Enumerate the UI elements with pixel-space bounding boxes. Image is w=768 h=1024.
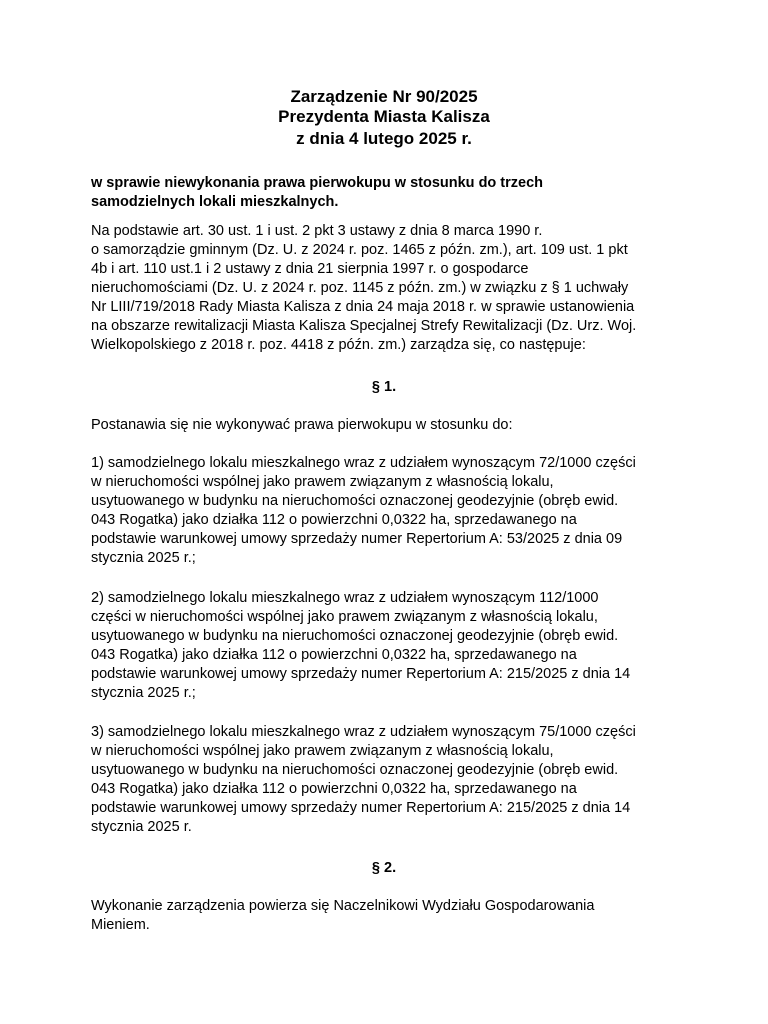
list-item-line: usytuowanego w budynku na nieruchomości oznaczonej geodezyjnie (obręb ewid. [91, 628, 619, 644]
preamble-line: na obszarze rewitalizacji Miasta Kalisza Specjalnej Strefy Rewitalizacji (Dz. Urz. Woj. [91, 318, 637, 334]
list-item-line: w nieruchomości wspólnej jako prawem związanym z własnością lokalu, [91, 474, 554, 490]
subject-line: w sprawie niewykonania prawa pierwokupu w stosunku do trzech [91, 175, 544, 191]
list-item-line: części w nieruchomości wspólnej jako prawem związanym z własnością lokalu, [91, 609, 598, 625]
list-item-line: 043 Rogatka) jako działka 112 o powierzchni 0,0322 ha, sprzedawanego na [91, 512, 577, 528]
list-item-line: w nieruchomości wspólnej jako prawem związanym z własnością lokalu, [91, 743, 554, 759]
document-title-date: z dnia 4 lutego 2025 r. [296, 129, 472, 148]
section-2-line: Mieniem. [91, 917, 150, 933]
list-item-line: stycznia 2025 r.; [91, 550, 196, 566]
section-1-intro [91, 416, 691, 435]
list-item-2 [91, 589, 691, 703]
section-2-mark: § 2. [371, 860, 397, 876]
list-item-line: podstawie warunkowej umowy sprzedaży numer Repertorium A: 215/2025 z dnia 14 [91, 666, 631, 682]
list-item-line: 1) samodzielnego lokalu mieszkalnego wraz z udziałem wynoszącym 72/1000 części [91, 455, 636, 471]
list-item-line: podstawie warunkowej umowy sprzedaży numer Repertorium A: 53/2025 z dnia 09 [91, 531, 623, 547]
list-item-line: 043 Rogatka) jako działka 112 o powierzchni 0,0322 ha, sprzedawanego na [91, 647, 577, 663]
preamble-line: Na podstawie art. 30 ust. 1 i ust. 2 pkt 3 ustawy z dnia 8 marca 1990 r. [91, 223, 543, 239]
list-item-3 [91, 723, 691, 837]
document-title-issuer: Prezydenta Miasta Kalisza [278, 107, 490, 126]
document-title-number: Zarządzenie Nr 90/2025 [290, 87, 478, 106]
section-2-text [91, 897, 691, 935]
preamble-paragraph [91, 222, 691, 355]
list-item-line: stycznia 2025 r.; [91, 685, 196, 701]
section-1-mark: § 1. [371, 379, 397, 395]
preamble-line: 4b i art. 110 ust.1 i 2 ustawy z dnia 21 sierpnia 1997 r. o gospodarce [91, 261, 529, 277]
subject-line: samodzielnych lokali mieszkalnych. [91, 194, 339, 210]
section-1-intro-line: Postanawia się nie wykonywać prawa pierwokupu w stosunku do: [91, 417, 513, 433]
list-item-line: 3) samodzielnego lokalu mieszkalnego wraz z udziałem wynoszącym 75/1000 części [91, 724, 636, 740]
preamble-line: nieruchomościami (Dz. U. z 2024 r. poz. 1145 z późn. zm.) w związku z § 1 uchwały [91, 280, 629, 296]
list-item-1 [91, 454, 691, 568]
list-item-line: stycznia 2025 r. [91, 819, 192, 835]
preamble-line: Nr LIII/719/2018 Rady Miasta Kalisza z dnia 24 maja 2018 r. w sprawie ustanowienia [91, 299, 635, 315]
list-item-line: 043 Rogatka) jako działka 112 o powierzchni 0,0322 ha, sprzedawanego na [91, 781, 577, 797]
list-item-line: 2) samodzielnego lokalu mieszkalnego wraz z udziałem wynoszącym 112/1000 [91, 590, 599, 606]
list-item-line: podstawie warunkowej umowy sprzedaży numer Repertorium A: 215/2025 z dnia 14 [91, 800, 631, 816]
document-subject [91, 174, 691, 212]
preamble-line: Wielkopolskiego z 2018 r. poz. 4418 z późn. zm.) zarządza się, co następuje: [91, 337, 586, 353]
section-2-line: Wykonanie zarządzenia powierza się Naczelnikowi Wydziału Gospodarowania [91, 898, 595, 914]
preamble-line: o samorządzie gminnym (Dz. U. z 2024 r. poz. 1465 z późn. zm.), art. 109 ust. 1 pkt [91, 242, 628, 258]
list-item-line: usytuowanego w budynku na nieruchomości oznaczonej geodezyjnie (obręb ewid. [91, 493, 619, 509]
list-item-line: usytuowanego w budynku na nieruchomości oznaczonej geodezyjnie (obręb ewid. [91, 762, 619, 778]
